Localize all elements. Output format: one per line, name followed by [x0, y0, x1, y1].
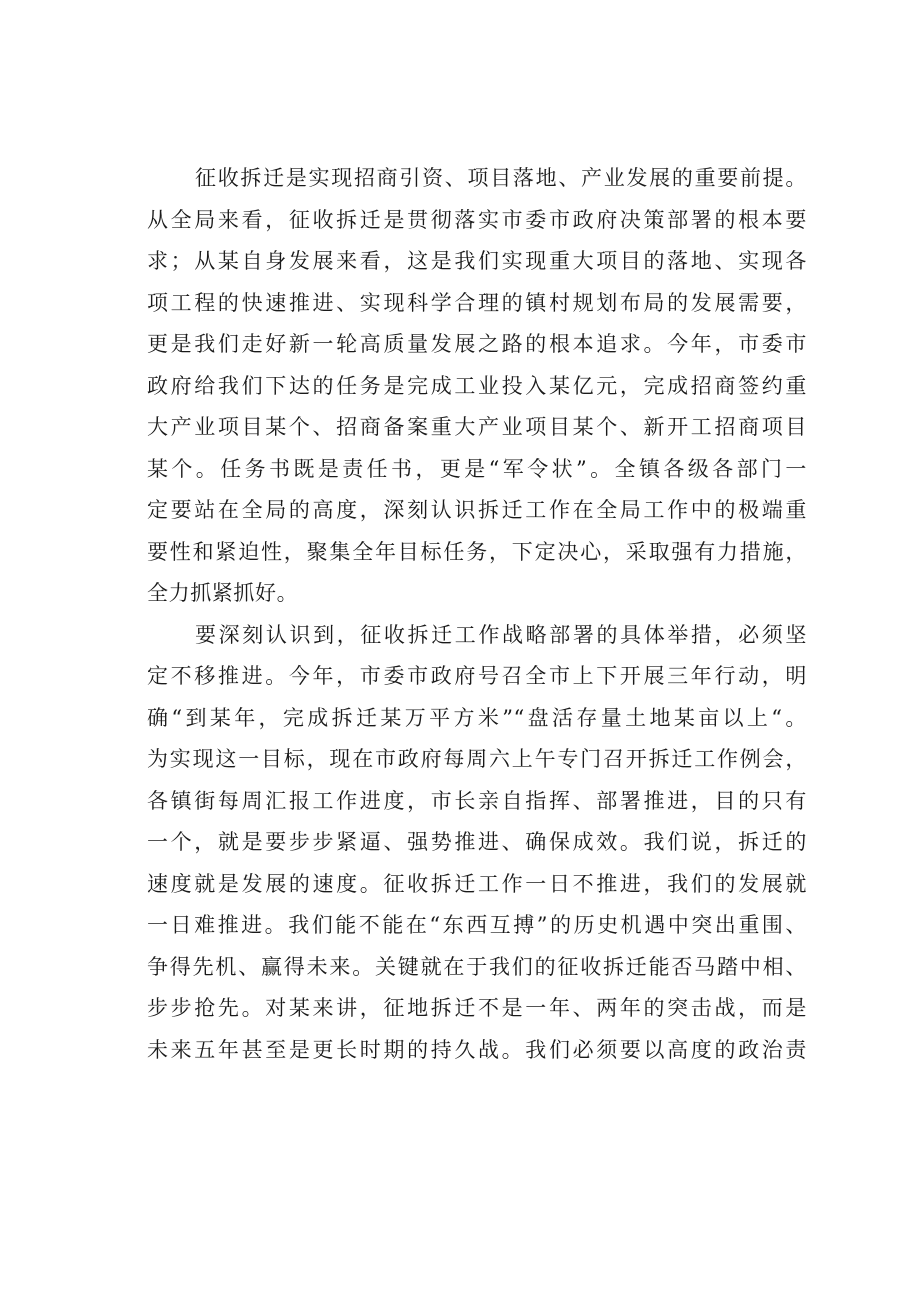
paragraph-line: 要性和紧迫性，聚集全年目标任务，下定决心，采取强有力措施，: [147, 539, 807, 564]
paragraph-line: 更是我们走好新一轮高质量发展之路的根本追求。今年，市委市: [147, 332, 807, 356]
paragraph-line: 全力抓紧抓好。: [147, 581, 299, 605]
paragraph-line: 大产业项目某个、招商备案重大产业项目某个、新开工招商项目: [147, 415, 807, 439]
paragraph-2: [147, 615, 807, 1072]
paragraph-line: 确“到某年，完成拆迁某万平方米”“盘活存量土地某亩以上“。: [147, 705, 807, 730]
paragraph-line: 从全局来看，征收拆迁是贯彻落实市委市政府决策部署的根本要: [147, 207, 807, 232]
paragraph-line: 定要站在全局的高度，深刻认识拆迁工作在全局工作中的极端重: [147, 498, 807, 522]
paragraph-line: 定不移推进。今年，市委市政府号召全市上下开展三年行动，明: [147, 664, 807, 688]
paragraph-line: 项工程的快速推进、实现科学合理的镇村规划布局的发展需要，: [147, 290, 807, 315]
paragraph-line: 为实现这一目标，现在市政府每周六上午专门召开拆迁工作例会，: [147, 747, 807, 771]
paragraph-line: 政府给我们下达的任务是完成工业投入某亿元，完成招商签约重: [147, 373, 807, 398]
paragraph-line: 速度就是发展的速度。征收拆迁工作一日不推进，我们的发展就: [147, 871, 807, 896]
paragraph-line: 一日难推进。我们能不能在“东西互搏”的历史机遇中突出重围、: [147, 913, 807, 937]
paragraph-line: 一个，就是要步步紧逼、强势推进、确保成效。我们说，拆迁的: [147, 830, 807, 854]
paragraph-line: 未来五年甚至是更长时期的持久战。我们必须要以高度的政治责: [147, 1037, 807, 1062]
paragraph-line: 争得先机、赢得未来。关键就在于我们的征收拆迁能否马踏中相、: [147, 954, 807, 979]
paragraph-line: 某个。任务书既是责任书，更是“军令状”。全镇各级各部门一: [147, 456, 807, 481]
document-body: [147, 158, 807, 1071]
paragraph-line: 要深刻认识到，征收拆迁工作战略部署的具体举措，必须坚: [195, 622, 807, 647]
paragraph-line: 各镇街每周汇报工作进度，市长亲自指挥、部署推进，目的只有: [147, 788, 807, 813]
paragraph-1: [147, 158, 807, 615]
paragraph-line: 求；从某自身发展来看，这是我们实现重大项目的落地、实现各: [147, 249, 807, 273]
paragraph-line: 步步抢先。对某来讲，征地拆迁不是一年、两年的突击战，而是: [147, 996, 807, 1020]
paragraph-line: 征收拆迁是实现招商引资、项目落地、产业发展的重要前提。: [195, 166, 807, 190]
